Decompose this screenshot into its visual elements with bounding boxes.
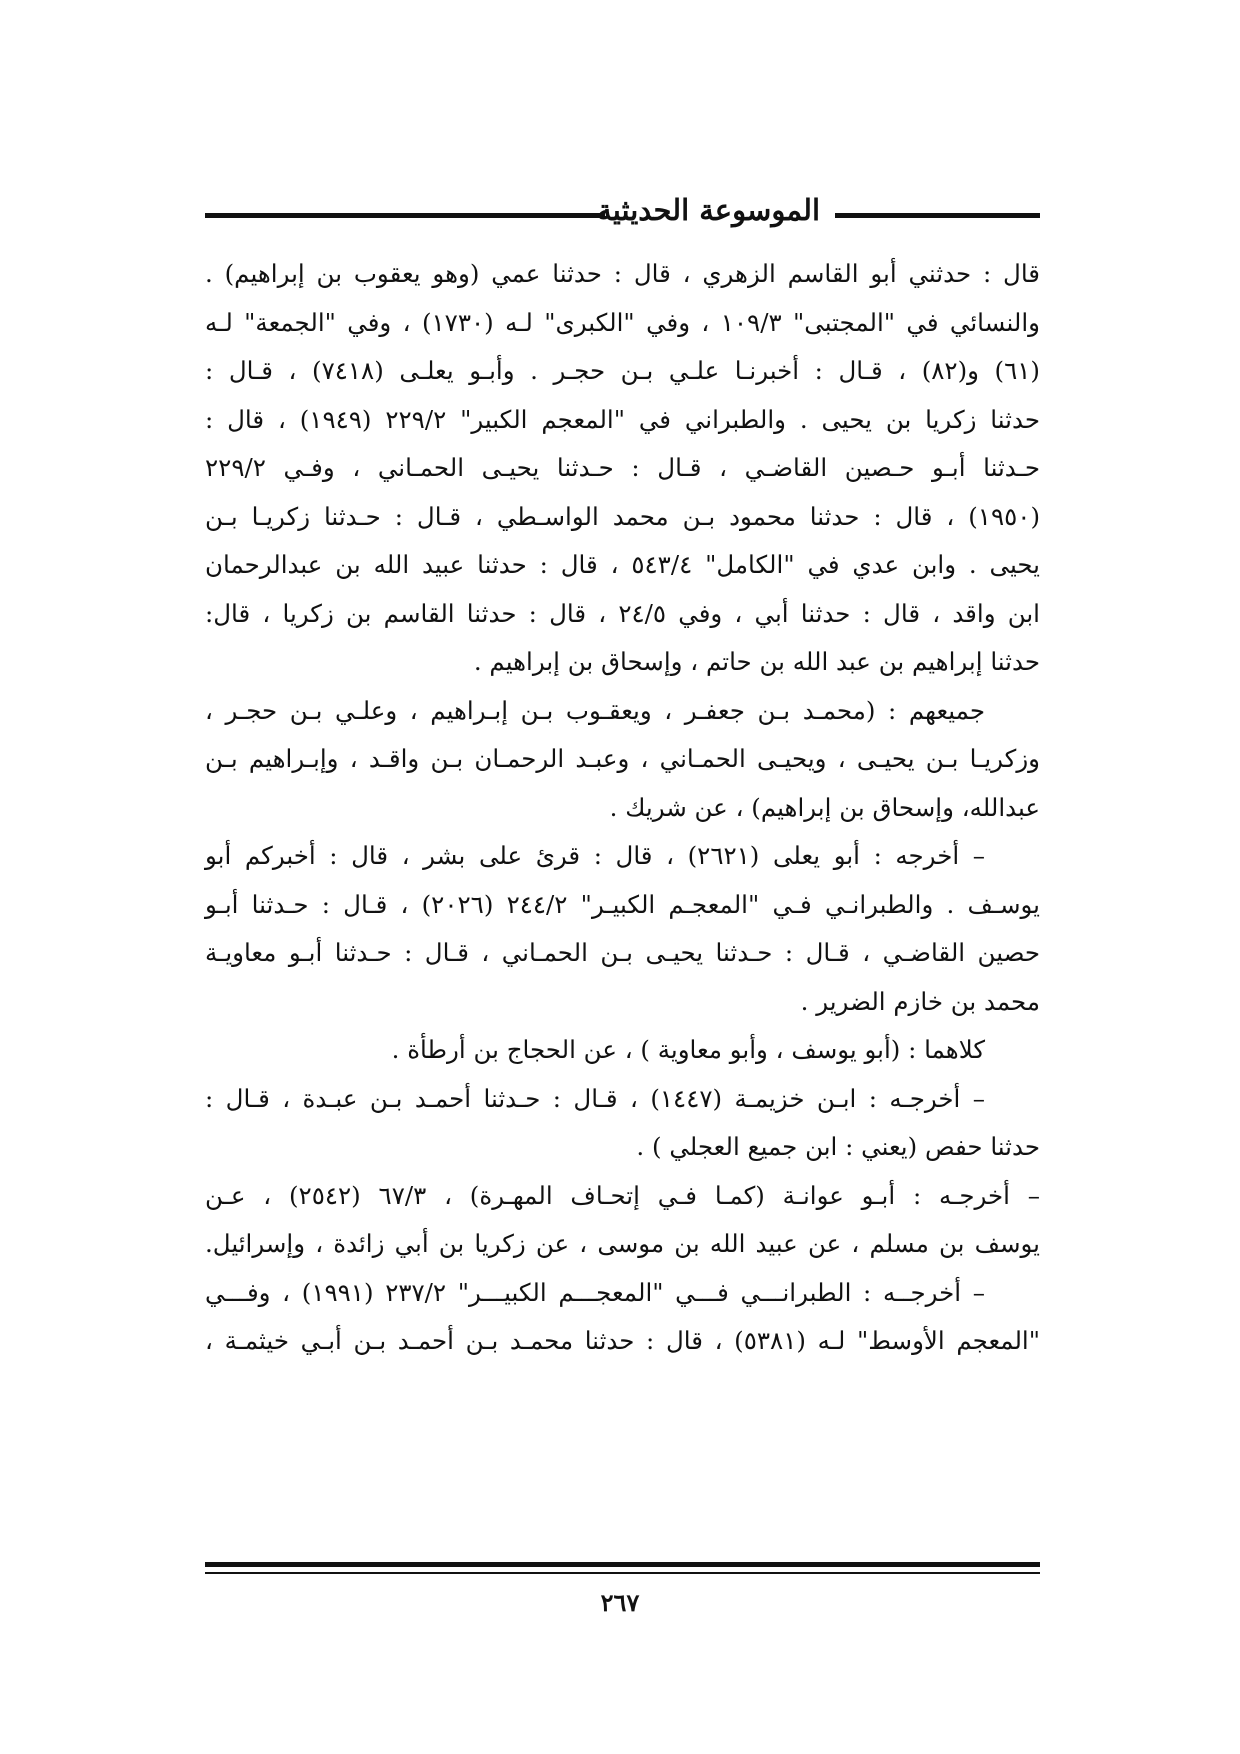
text-line-19: حدثنا حفص (يعني : ابن جميع العجلي ) . bbox=[636, 1132, 1040, 1161]
text-line-2: والنسائي في "المجتبى" ١٠٩/٣ ، وفي "الكبرى" لـه (١٧٣٠) ، وفي "الجمعة" لـه bbox=[205, 307, 1040, 337]
header-rule-right bbox=[835, 213, 1040, 218]
header-rule-left bbox=[205, 213, 605, 218]
text-line-17: كلاهما : (أبو يوسف ، وأبو معاوية ) ، عن الحجاج بن أرطأة . bbox=[391, 1035, 985, 1064]
footer-rule-thick bbox=[205, 1562, 1040, 1567]
text-line-20: – أخرجـه : أبـو عوانـة (كمـا فـي إتحـاف المهـرة) ، ٦٧/٣ (٢٥٤٢) ، عـن bbox=[205, 1180, 1040, 1210]
header-title: الموسوعة الحديثية bbox=[597, 193, 820, 227]
text-line-1: قال : حدثني أبو القاسم الزهري ، قال : حدثنا عمي (وهو يعقوب بن إبراهيم) . bbox=[205, 259, 1040, 288]
text-line-18: – أخرجـه : ابـن خزيمـة (١٤٤٧) ، قـال : حـدثنا أحمـد بـن عبـدة ، قـال : bbox=[205, 1083, 986, 1113]
text-line-16: محمد بن خازم الضرير . bbox=[800, 986, 1040, 1016]
text-line-5: حـدثنا أبـو حـصين القاضـي ، قـال : حـدثنا يحيـى الحمـاني ، وفـي ٢٢٩/٢ bbox=[205, 453, 1040, 482]
text-line-12: عبدالله، وإسحاق بن إبراهيم) ، عن شريك . bbox=[609, 792, 1040, 822]
text-line-23: "المعجم الأوسط" لـه (٥٣٨١) ، قال : حدثنا محمـد بـن أحمـد بـن أبـي خيثمـة ، bbox=[205, 1326, 1040, 1355]
text-line-4: حدثنا زكريا بن يحيى . والطبراني في "المعجم الكبير" ٢٢٩/٢ (١٩٤٩) ، قال : bbox=[205, 404, 1040, 434]
page-number: ٢٦٧ bbox=[600, 1588, 640, 1617]
text-line-10: جميعهم : (محمـد بـن جعفـر ، ويعقـوب بـن إبـراهيم ، وعلـي بـن حجـر ، bbox=[205, 695, 985, 725]
text-line-21: يوسف بن مسلم ، عن عبيد الله بن موسى ، عن زكريا بن أبي زائدة ، وإسرائيل. bbox=[205, 1229, 1040, 1258]
text-line-13: – أخرجه : أبو يعلى (٢٦٢١) ، قال : قرئ على بشر ، قال : أخبركم أبو bbox=[205, 841, 985, 870]
body-text bbox=[205, 250, 1040, 1366]
text-line-15: حصين القاضـي ، قـال : حـدثنا يحيـى بـن الحمـاني ، قـال : حـدثنا أبـو معاويـة bbox=[205, 938, 1040, 967]
text-line-22: – أخرجــه : الطبرانـــي فـــي "المعجـــم الكبيـــر" ٢٣٧/٢ (١٩٩١) ، وفـــي bbox=[205, 1277, 985, 1307]
footer-rule-thin bbox=[205, 1572, 1040, 1574]
text-line-14: يوسـف . والطبرانـي فـي "المعجـم الكبيـر" ٢٤٤/٢ (٢٠٢٦) ، قـال : حـدثنا أبـو bbox=[205, 889, 1040, 919]
text-line-9: حدثنا إبراهيم بن عبد الله بن حاتم ، وإسحاق بن إبراهيم . bbox=[473, 647, 1040, 676]
running-header bbox=[205, 190, 1040, 230]
text-line-6: (١٩٥٠) ، قال : حدثنا محمود بـن محمد الواسـطي ، قـال : حـدثنا زكريـا بـن bbox=[205, 501, 1040, 531]
text-line-3: (٦١) و(٨٢) ، قـال : أخبرنـا علـي بـن حجـر . وأبـو يعلـى (٧٤١٨) ، قـال : bbox=[205, 356, 1040, 385]
text-line-11: وزكريـا بـن يحيـى ، ويحيـى الحمـاني ، وعبـد الرحمـان بـن واقـد ، وإبـراهيم بـن bbox=[205, 744, 1040, 773]
text-line-8: ابن واقد ، قال : حدثنا أبي ، وفي ٢٤/٥ ، قال : حدثنا القاسم بن زكريا ، قال: bbox=[205, 598, 1040, 628]
text-line-7: يحيى . وابن عدي في "الكامل" ٥٤٣/٤ ، قال : حدثنا عبيد الله بن عبدالرحمان bbox=[205, 550, 1040, 579]
